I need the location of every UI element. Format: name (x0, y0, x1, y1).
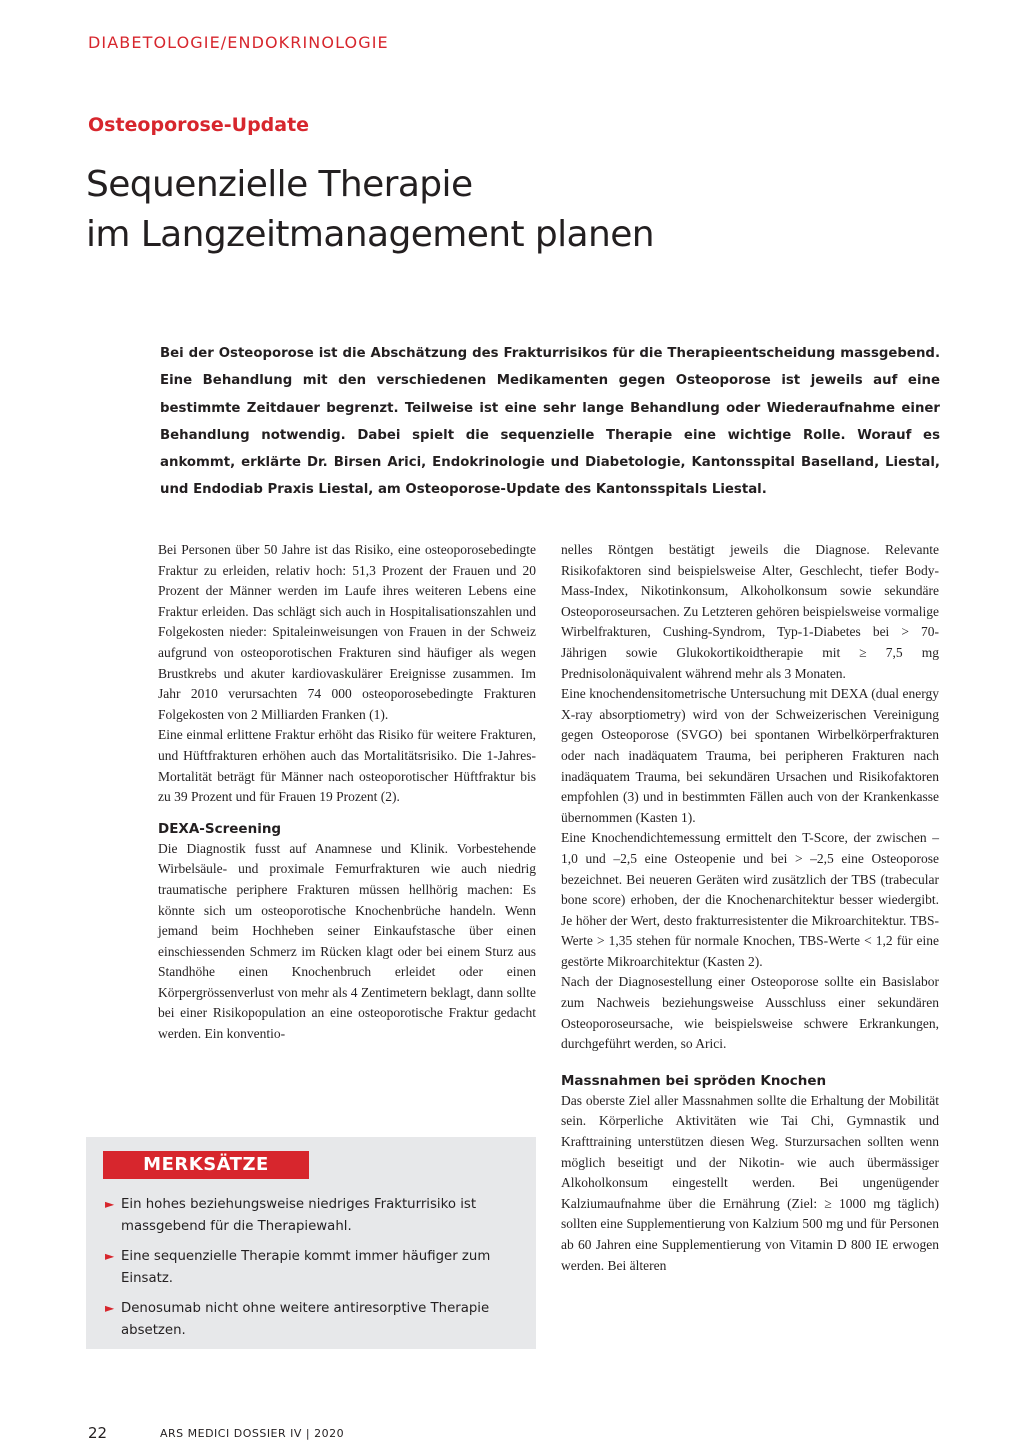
title-line-2: im Langzeitmanagement planen (86, 214, 654, 255)
body-paragraph: Eine knochendensitometrische Untersuchung mit DEXA (dual energy X-ray absorptiometry) wird von der Schweizerischen Vereinigung gegen Osteoporose (SVGO) bei spontanen Wirbelkörperfrakturen oder nach inadäquatem Trauma, bei peripheren Frakturen nach inadäquatem Trauma, bei sekundären Ursachen und Risikofaktoren empfohlen (3) und in bestimmten Fällen auch von der Krankenkasse übernommen (Kasten 1). (561, 686, 939, 825)
article-title (86, 160, 654, 260)
article-kicker: Osteoporose-Update (88, 114, 310, 136)
body-paragraph: nelles Röntgen bestätigt jeweils die Diagnose. Relevante Risikofaktoren sind beispielsweise Alter, Geschlecht, tiefer Body-Mass-Index, Nikotinkonsum, Alkoholkonsum sowie sekundäre Osteoporoseursachen. Zu Letzteren gehören beispielsweise vormalige Wirbelfrakturen, Cushing-Syndrom, Typ-1-Diabetes bei > 70-Jährigen sowie Glukokortikoidtherapie mit ≥ 7,5 mg Prednisolonäquivalent während mehr als 3 Monaten. (561, 542, 939, 681)
list-item-text: Eine sequenzielle Therapie kommt immer häufiger zum Einsatz. (121, 1249, 491, 1286)
title-line-1: Sequenzielle Therapie (86, 164, 473, 205)
body-paragraph: Eine einmal erlittene Fraktur erhöht das Risiko für weitere Frakturen, und Hüftfrakturen erhöhen auch das Mortalitätsrisiko. Die 1-Jahres-Mortalität beträgt für Männer nach osteoporotischer Hüftfraktur bis zu 39 Prozent und für Frauen 19 Prozent (2). (158, 727, 536, 805)
body-paragraph: Eine Knochendichtemessung ermittelt den T-Score, der zwischen –1,0 und –2,5 eine Osteopenie und bei > –2,5 eine Osteoporose bezeichnet. Bei neueren Geräten wird zusätzlich der TBS (trabecular bone score) erhoben, der die Knochenarchitektur besser wiedergibt. Je höher der Wert, desto frakturresistenter die Mikroarchitektur. TBS-Werte > 1,35 stehen für normale Knochen, TBS-Werte < 1,2 für eine gestörte Mikroarchitektur (Kasten 2). (561, 830, 939, 969)
subheading-massnahmen: Massnahmen bei spröden Knochen (561, 1072, 827, 1089)
arrow-bullet-icon: ► (105, 1197, 115, 1211)
subheading-dexa-screening: DEXA-Screening (158, 820, 282, 837)
merksaetze-box (86, 1137, 536, 1349)
merksaetze-title: MERKSÄTZE (103, 1151, 309, 1179)
body-paragraph: Das oberste Ziel aller Massnahmen sollte die Erhaltung der Mobilität sein. Körperliche Aktivitäten wie Tai Chi, Gymnastik und Krafttraining unterstützen diesen Weg. Sturzursachen sollten wenn möglich beseitigt und der Nikotin- wie auch übermässiger Alkoholkonsum eingestellt werden. Bei ungenügender Kalziumaufnahme über die Ernährung (Ziel: ≥ 1000 mg täglich) sollten eine Supplementierung von Kalzium 500 mg und für Personen ab 60 Jahren eine Supplementierung von Vitamin D 800 IE erwogen werden. Bei älteren (561, 1092, 939, 1273)
right-column (561, 540, 939, 1276)
left-column (158, 540, 536, 1045)
body-paragraph: Bei Personen über 50 Jahre ist das Risiko, eine osteoporosebedingte Fraktur zu erleiden, relativ hoch: 51,3 Prozent der Frauen und 20 Prozent der Männer werden im Laufe ihres weiteren Lebens eine Fraktur erleiden. Das schlägt sich auch in Hospitalisationszahlen und Folgekosten nieder: Spitaleinweisungen von Frauen in der Schweiz aufgrund von osteoporotischen Frakturen sind häufiger als wegen Brustkrebs und akuter kardiovaskulärer Ereignisse zusammen. Im Jahr 2010 verursachten 74 000 osteoporosebedingte Frakturen Folgekosten von 2 Milliarden Franken (1). (158, 542, 536, 722)
arrow-bullet-icon: ► (105, 1249, 115, 1263)
page-number: 22 (88, 1424, 108, 1442)
list-item (105, 1246, 510, 1289)
publication-info: ARS MEDICI DOSSIER IV | 2020 (160, 1427, 345, 1440)
lead-paragraph: Bei der Osteoporose ist die Abschätzung des Frakturrisikos für die Therapieentscheidung massgebend. Eine Behandlung mit den verschiedenen Medikamenten gegen Osteoporose ist jeweils auf eine bestimmte Zeitdauer begrenzt. Teilweise ist eine sehr lange Behandlung oder Wiederaufnahme einer Behandlung notwendig. Dabei spielt die sequenzielle Therapie eine wichtige Rolle. Worauf es ankommt, erklärte Dr. Birsen Arici, Endokrinologie und Diabetologie, Kantonsspital Baselland, Liestal, und Endodiab Praxis Liestal, am Osteoporose-Update des Kantonsspitals Liestal. (160, 346, 940, 498)
list-item-text: Ein hohes beziehungsweise niedriges Frakturrisiko ist massgebend für die Therapiewahl. (121, 1197, 477, 1234)
merksaetze-list (105, 1194, 510, 1350)
arrow-bullet-icon: ► (105, 1301, 115, 1315)
list-item (105, 1194, 510, 1237)
list-item (105, 1298, 510, 1341)
section-label: DIABETOLOGIE/ENDOKRINOLOGIE (88, 33, 389, 52)
list-item-text: Denosumab nicht ohne weitere antiresorptive Therapie absetzen. (121, 1301, 490, 1338)
body-paragraph: Nach der Diagnosestellung einer Osteoporose sollte ein Basislabor zum Nachweis beziehungsweise Ausschluss einer sekundären Osteoporoseursache, wie beispielsweise schwere Erkrankungen, durchgeführt werden, so Arici. (561, 974, 939, 1052)
body-paragraph: Die Diagnostik fusst auf Anamnese und Klinik. Vorbestehende Wirbelsäule- und proximale Femurfrakturen wie auch niedrig traumatische periphere Frakturen müssen hellhörig machen: Es könnte sich um osteoporotische Knochenbrüche handeln. Wenn jemand beim Hochheben seiner Einkaufstasche über einen einschiessenden Schmerz im Rücken klagt oder bei einem Sturz aus Standhöhe einen Knochenbruch erleidet oder einen Körpergrössenverlust von mehr als 4 Zentimetern beklagt, dann sollte bei einer Risikopopulation an eine osteoporotische Fraktur gedacht werden. Ein konventio- (158, 840, 536, 1042)
